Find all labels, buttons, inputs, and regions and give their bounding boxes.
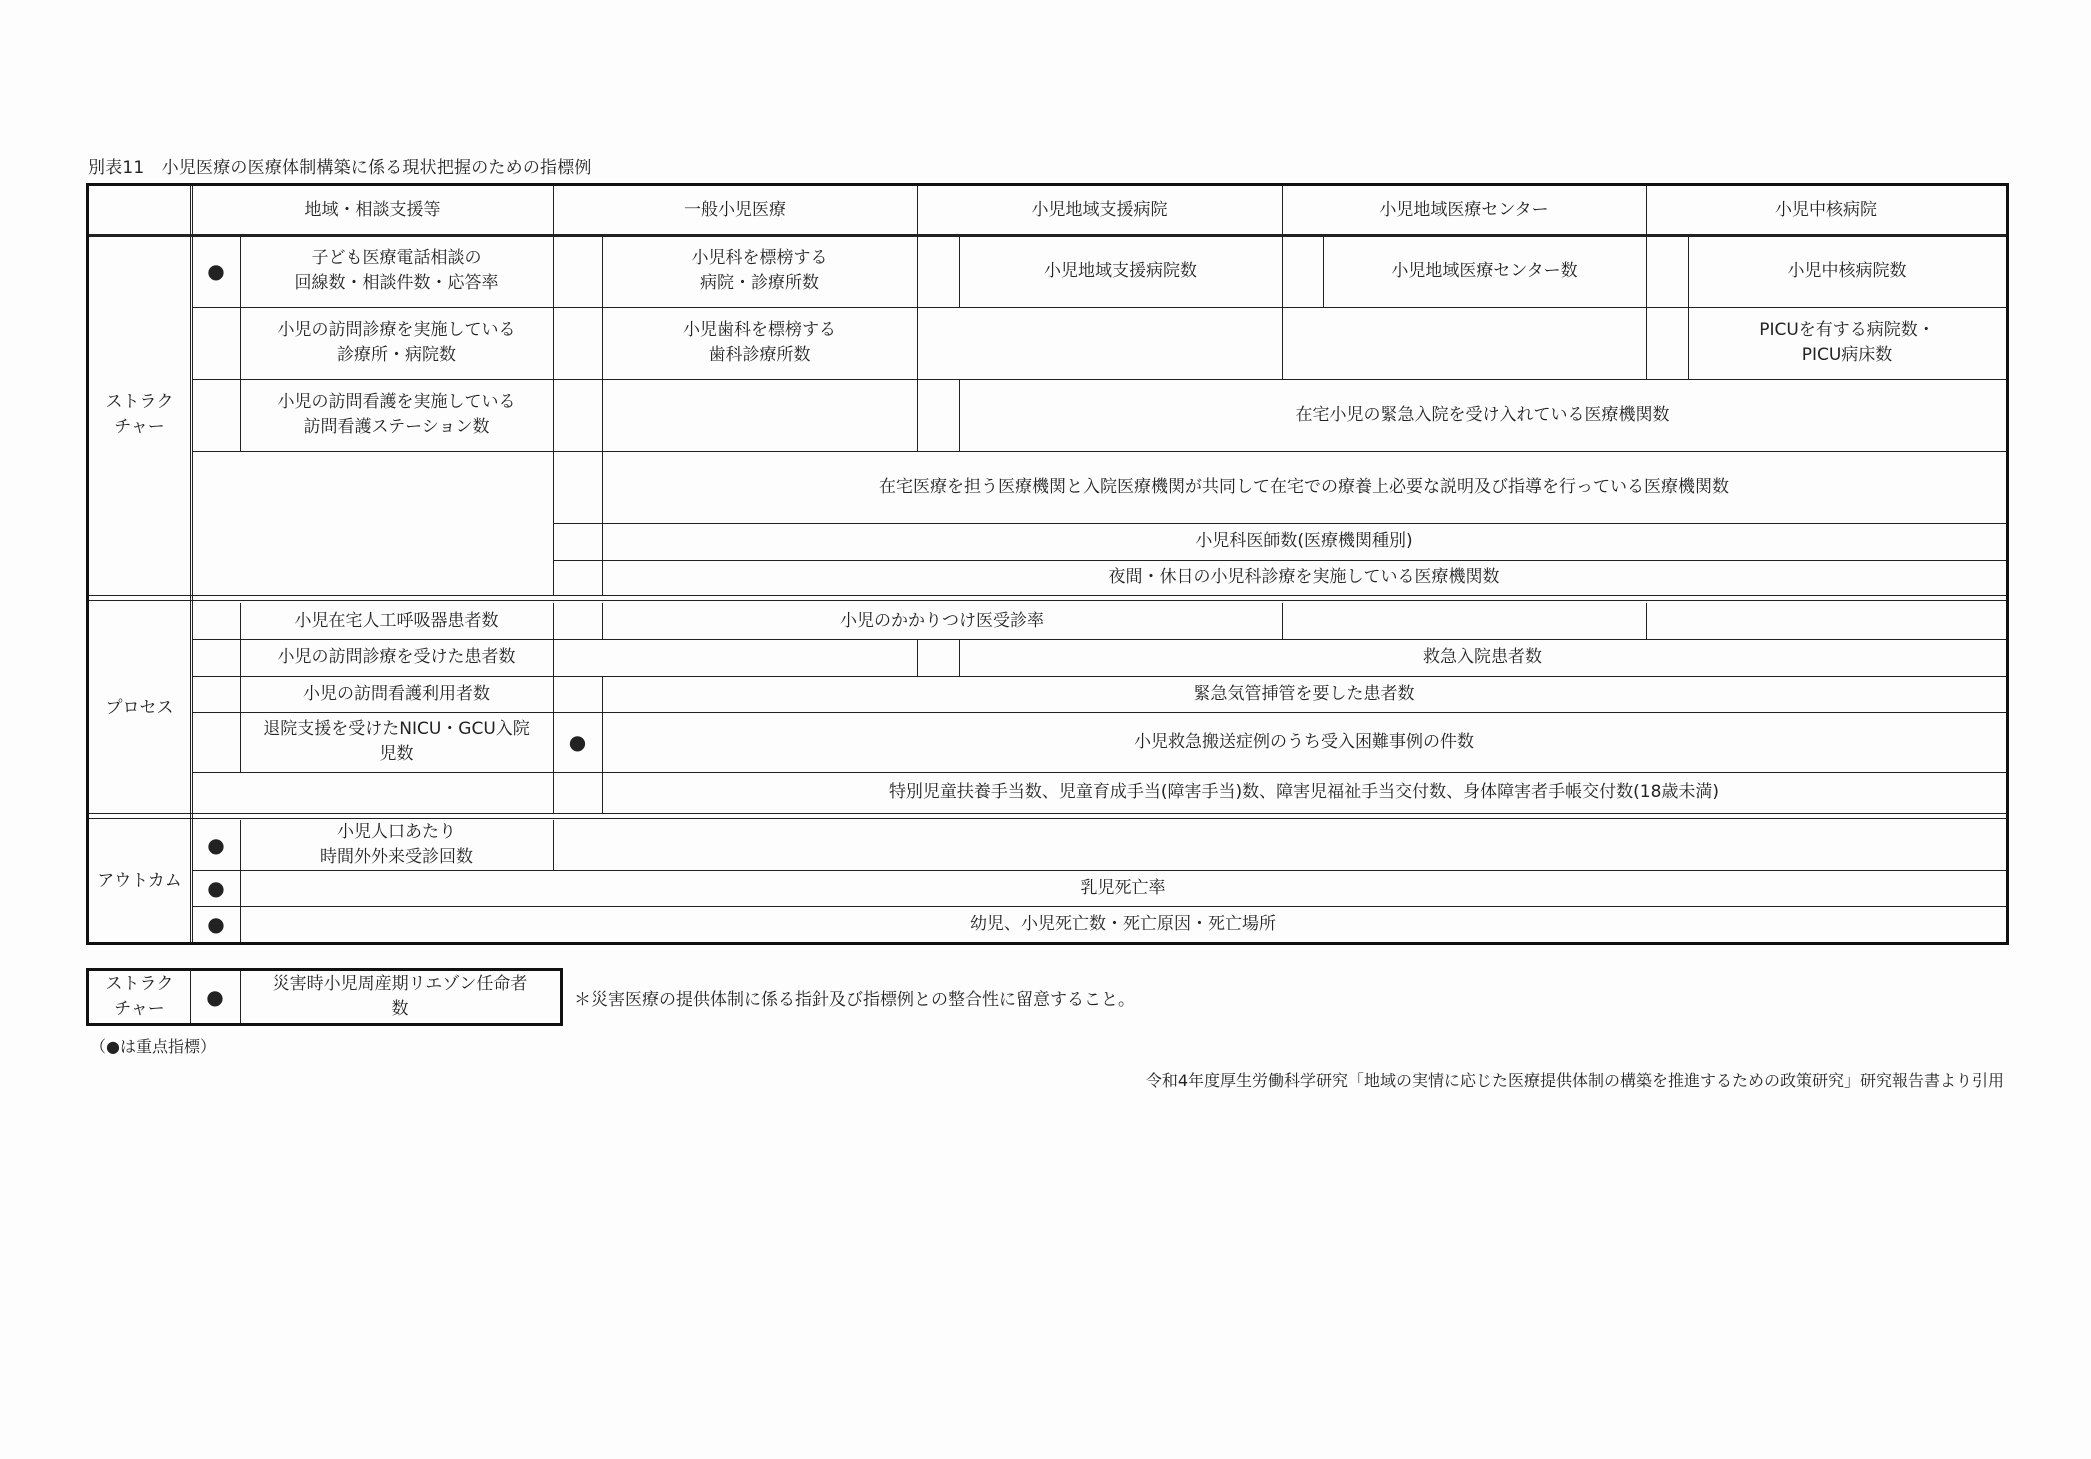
legend-group-structure: ストラク チャー <box>105 974 174 1019</box>
structure-r1-c4: 小児地域医療センター数 <box>1391 260 1578 281</box>
priority-marker: ● <box>207 258 225 283</box>
marker-legend: （●は重点指標） <box>90 1037 216 1056</box>
structure-r3-c1: 小児の訪問看護を実施している 訪問看護ステーション数 <box>277 392 516 437</box>
process-r2-c3to5: 救急入院患者数 <box>1423 647 1542 667</box>
structure-r1-c2: 小児科を標榜する 病院・診療所数 <box>691 248 828 293</box>
structure-r6-c2to5: 夜間・休日の小児科診療を実施している医療機関数 <box>1108 567 1500 587</box>
group-structure: ストラク チャー <box>105 392 174 437</box>
structure-r1-c1: 子ども医療電話相談の 回線数・相談件数・応答率 <box>294 248 499 293</box>
structure-r3-c3to5: 在宅小児の緊急入院を受け入れている医療機関数 <box>1295 404 1670 425</box>
table-caption: 別表11 小児医療の医療体制構築に係る現状把握のための指標例 <box>88 158 592 178</box>
process-r4-c1: 退院支援を受けたNICU・GCU入院 児数 <box>263 719 530 764</box>
process-r2-c1: 小児の訪問診療を受けた患者数 <box>277 647 516 667</box>
process-r1-c2to3: 小児のかかりつけ医受診率 <box>840 610 1044 631</box>
outcome-r1-c1: 小児人口あたり 時間外外来受診回数 <box>320 822 473 867</box>
group-outcome: アウトカム <box>97 870 182 891</box>
legend-item: 災害時小児周産期リエゾン任命者 数 <box>272 974 528 1019</box>
header-regional-medical-center: 小児地域医療センター <box>1379 200 1549 220</box>
source-citation: 令和4年度厚生労働科学研究「地域の実情に応じた医療提供体制の構築を推進するための政策研究」研究報告書より引用 <box>1145 1071 2004 1090</box>
priority-marker: ● <box>207 911 225 936</box>
group-process: プロセス <box>105 697 174 718</box>
process-r4-c2to5: 小児救急搬送症例のうち受入困難事例の件数 <box>1134 731 1474 752</box>
process-r5-c2to5: 特別児童扶養手当数、児童育成手当(障害手当)数、障害児福祉手当交付数、身体障害者手帳交付数(18歳未満) <box>888 782 1720 802</box>
priority-marker: ● <box>568 729 587 754</box>
structure-r2-c5: PICUを有する病院数・ PICU病床数 <box>1759 320 1935 365</box>
priority-marker: ● <box>207 875 225 900</box>
structure-r5-c2to5: 小児科医師数(医療機関種別) <box>1195 531 1413 551</box>
structure-r1-c3: 小児地域支援病院数 <box>1044 260 1197 281</box>
structure-r4-c2to5: 在宅医療を担う医療機関と入院医療機関が共同して在宅での療養上必要な説明及び指導を行っている医療機関数 <box>879 476 1729 497</box>
structure-r1-c5: 小児中核病院数 <box>1787 260 1907 281</box>
process-r3-c1: 小児の訪問看護利用者数 <box>303 683 490 704</box>
header-core-hospital: 小児中核病院 <box>1775 200 1877 220</box>
header-general-pediatrics: 一般小児医療 <box>684 200 786 220</box>
disaster-note: ＊災害医療の提供体制に係る指針及び指標例との整合性に留意すること。 <box>574 990 1135 1010</box>
outcome-r2: 乳児死亡率 <box>1080 877 1166 898</box>
header-region-support: 地域・相談支援等 <box>304 200 441 220</box>
outcome-r3: 幼児、小児死亡数・死亡原因・死亡場所 <box>970 913 1276 934</box>
disaster-indicator-table <box>86 968 563 1026</box>
process-r1-c1: 小児在宅人工呼吸器患者数 <box>294 610 499 631</box>
header-regional-support-hospital: 小児地域支援病院 <box>1031 200 1168 220</box>
priority-marker: ● <box>207 832 225 857</box>
structure-r2-c2: 小児歯科を標榜する 歯科診療所数 <box>683 320 836 365</box>
process-r3-c2to5: 緊急気管挿管を要した患者数 <box>1193 683 1415 704</box>
priority-marker: ● <box>206 984 224 1009</box>
structure-r2-c1: 小児の訪問診療を実施している 診療所・病院数 <box>277 320 516 365</box>
indicator-table <box>86 183 2009 945</box>
